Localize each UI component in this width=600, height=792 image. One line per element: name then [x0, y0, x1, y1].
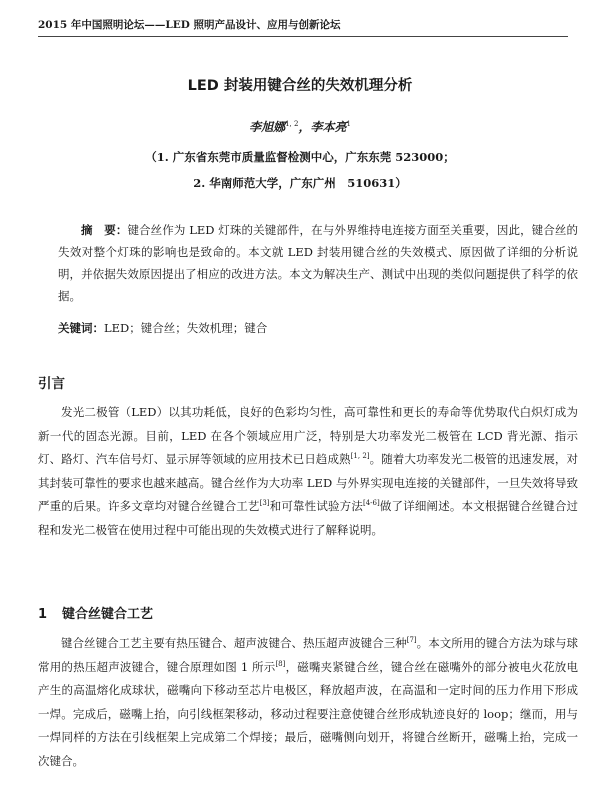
body-text: 发光二极管（LED）以其功耗低，良好的色彩均匀性，高可靠性和更长的寿命等优势取代白炽灯成为新一代的固态光源。目前，LED 在各个领域应用广泛，特别是大功率发光二极管在 LCD 背光源、指示灯、路灯、汽车信号灯、显示屏等领域的应用技术已日趋成熟 — [38, 405, 578, 466]
author-separator: ， — [298, 120, 311, 134]
keywords-text: LED；键合丝；失效机理；键合 — [104, 321, 268, 335]
section-heading-intro: 引言 — [38, 376, 65, 392]
body-text: 。本文所用的键合方法为球与球常用的热压超声波键合，键合原理如图 1 所示 — [38, 636, 578, 674]
body-text: 做了详细阐述。本文根据键合丝键合过程和发光二极管在使用过程中可能出现的失效模式进行了解释说明。 — [38, 499, 579, 537]
author-name: 李旭娜 — [249, 120, 286, 134]
abstract-label: 摘 要： — [81, 223, 128, 237]
keywords-label: 关键词： — [58, 321, 104, 335]
abstract — [58, 219, 578, 307]
citation: [7] — [406, 636, 417, 645]
section-heading-1 — [38, 603, 153, 622]
intro-paragraph — [38, 401, 578, 542]
author-name: 李本亮 — [310, 120, 347, 134]
running-header: 2015 年中国照明论坛——LED 照明产品设计、应用与创新论坛 — [38, 19, 341, 31]
section-number: 1 — [38, 607, 48, 622]
body-text: 键合丝键合工艺主要有热压键合、超声波键合、热压超声波键合三种 — [61, 636, 407, 650]
section-1-paragraph — [38, 632, 578, 773]
body-text: 。随着大功率发光二极管的迅速发展，对其封装可靠性的要求也越来越高。键合丝作为大功率 LED 与外界实现电连接的关键部件，一旦失效将导致严重的后果。许多文章均对键合丝键合工艺 — [38, 452, 578, 513]
author-affiliation-mark: 1, 2 — [285, 120, 299, 128]
header-rule — [38, 36, 568, 37]
author-affiliation-mark: 1 — [346, 120, 351, 128]
citation: [4-6] — [363, 499, 380, 508]
affiliation-2: 2. 华南师范大学，广东广州 510631） — [193, 176, 407, 190]
author-line — [0, 118, 600, 135]
body-text: 和可靠性试验方法 — [269, 499, 363, 513]
body-text: ，磁嘴夹紧键合丝，键合丝在磁嘴外的部分被电火花放电产生的高温熔化成球状，磁嘴向下移动至芯片电极区，释放超声波，在高温和一定时间的压力作用下形成一焊。完成后，磁嘴上抬，向引线框架移动，移动过程要注意使键合丝形成轨迹良好的 loop；继而，用与一焊同样的方法在引线框架上完成第二个焊接；最后，磁嘴侧向划开，将键合丝断开，磁嘴上抬，完成一次键合。 — [38, 659, 578, 768]
affiliation-1: （1. 广东省东莞市质量监督检测中心，广东东莞 523000； — [145, 150, 455, 164]
section-title: 键合丝键合工艺 — [62, 607, 154, 622]
paper-title: LED 封装用键合丝的失效机理分析 — [187, 78, 413, 94]
citation: [8] — [275, 659, 286, 668]
citation: [1, 2] — [350, 452, 370, 461]
keywords — [58, 320, 578, 336]
abstract-text: 键合丝作为 LED 灯珠的关键部件，在与外界维持电连接方面至关重要，因此，键合丝的失效对整个灯珠的影响也是致命的。本文就 LED 封装用键合丝的失效模式、原因做了详细的分析说明，并依据失效原因提出了相应的改进方法。本文为解决生产、测试中出现的类似问题提供了科学的依据。 — [58, 223, 579, 303]
citation: [3] — [259, 499, 270, 508]
